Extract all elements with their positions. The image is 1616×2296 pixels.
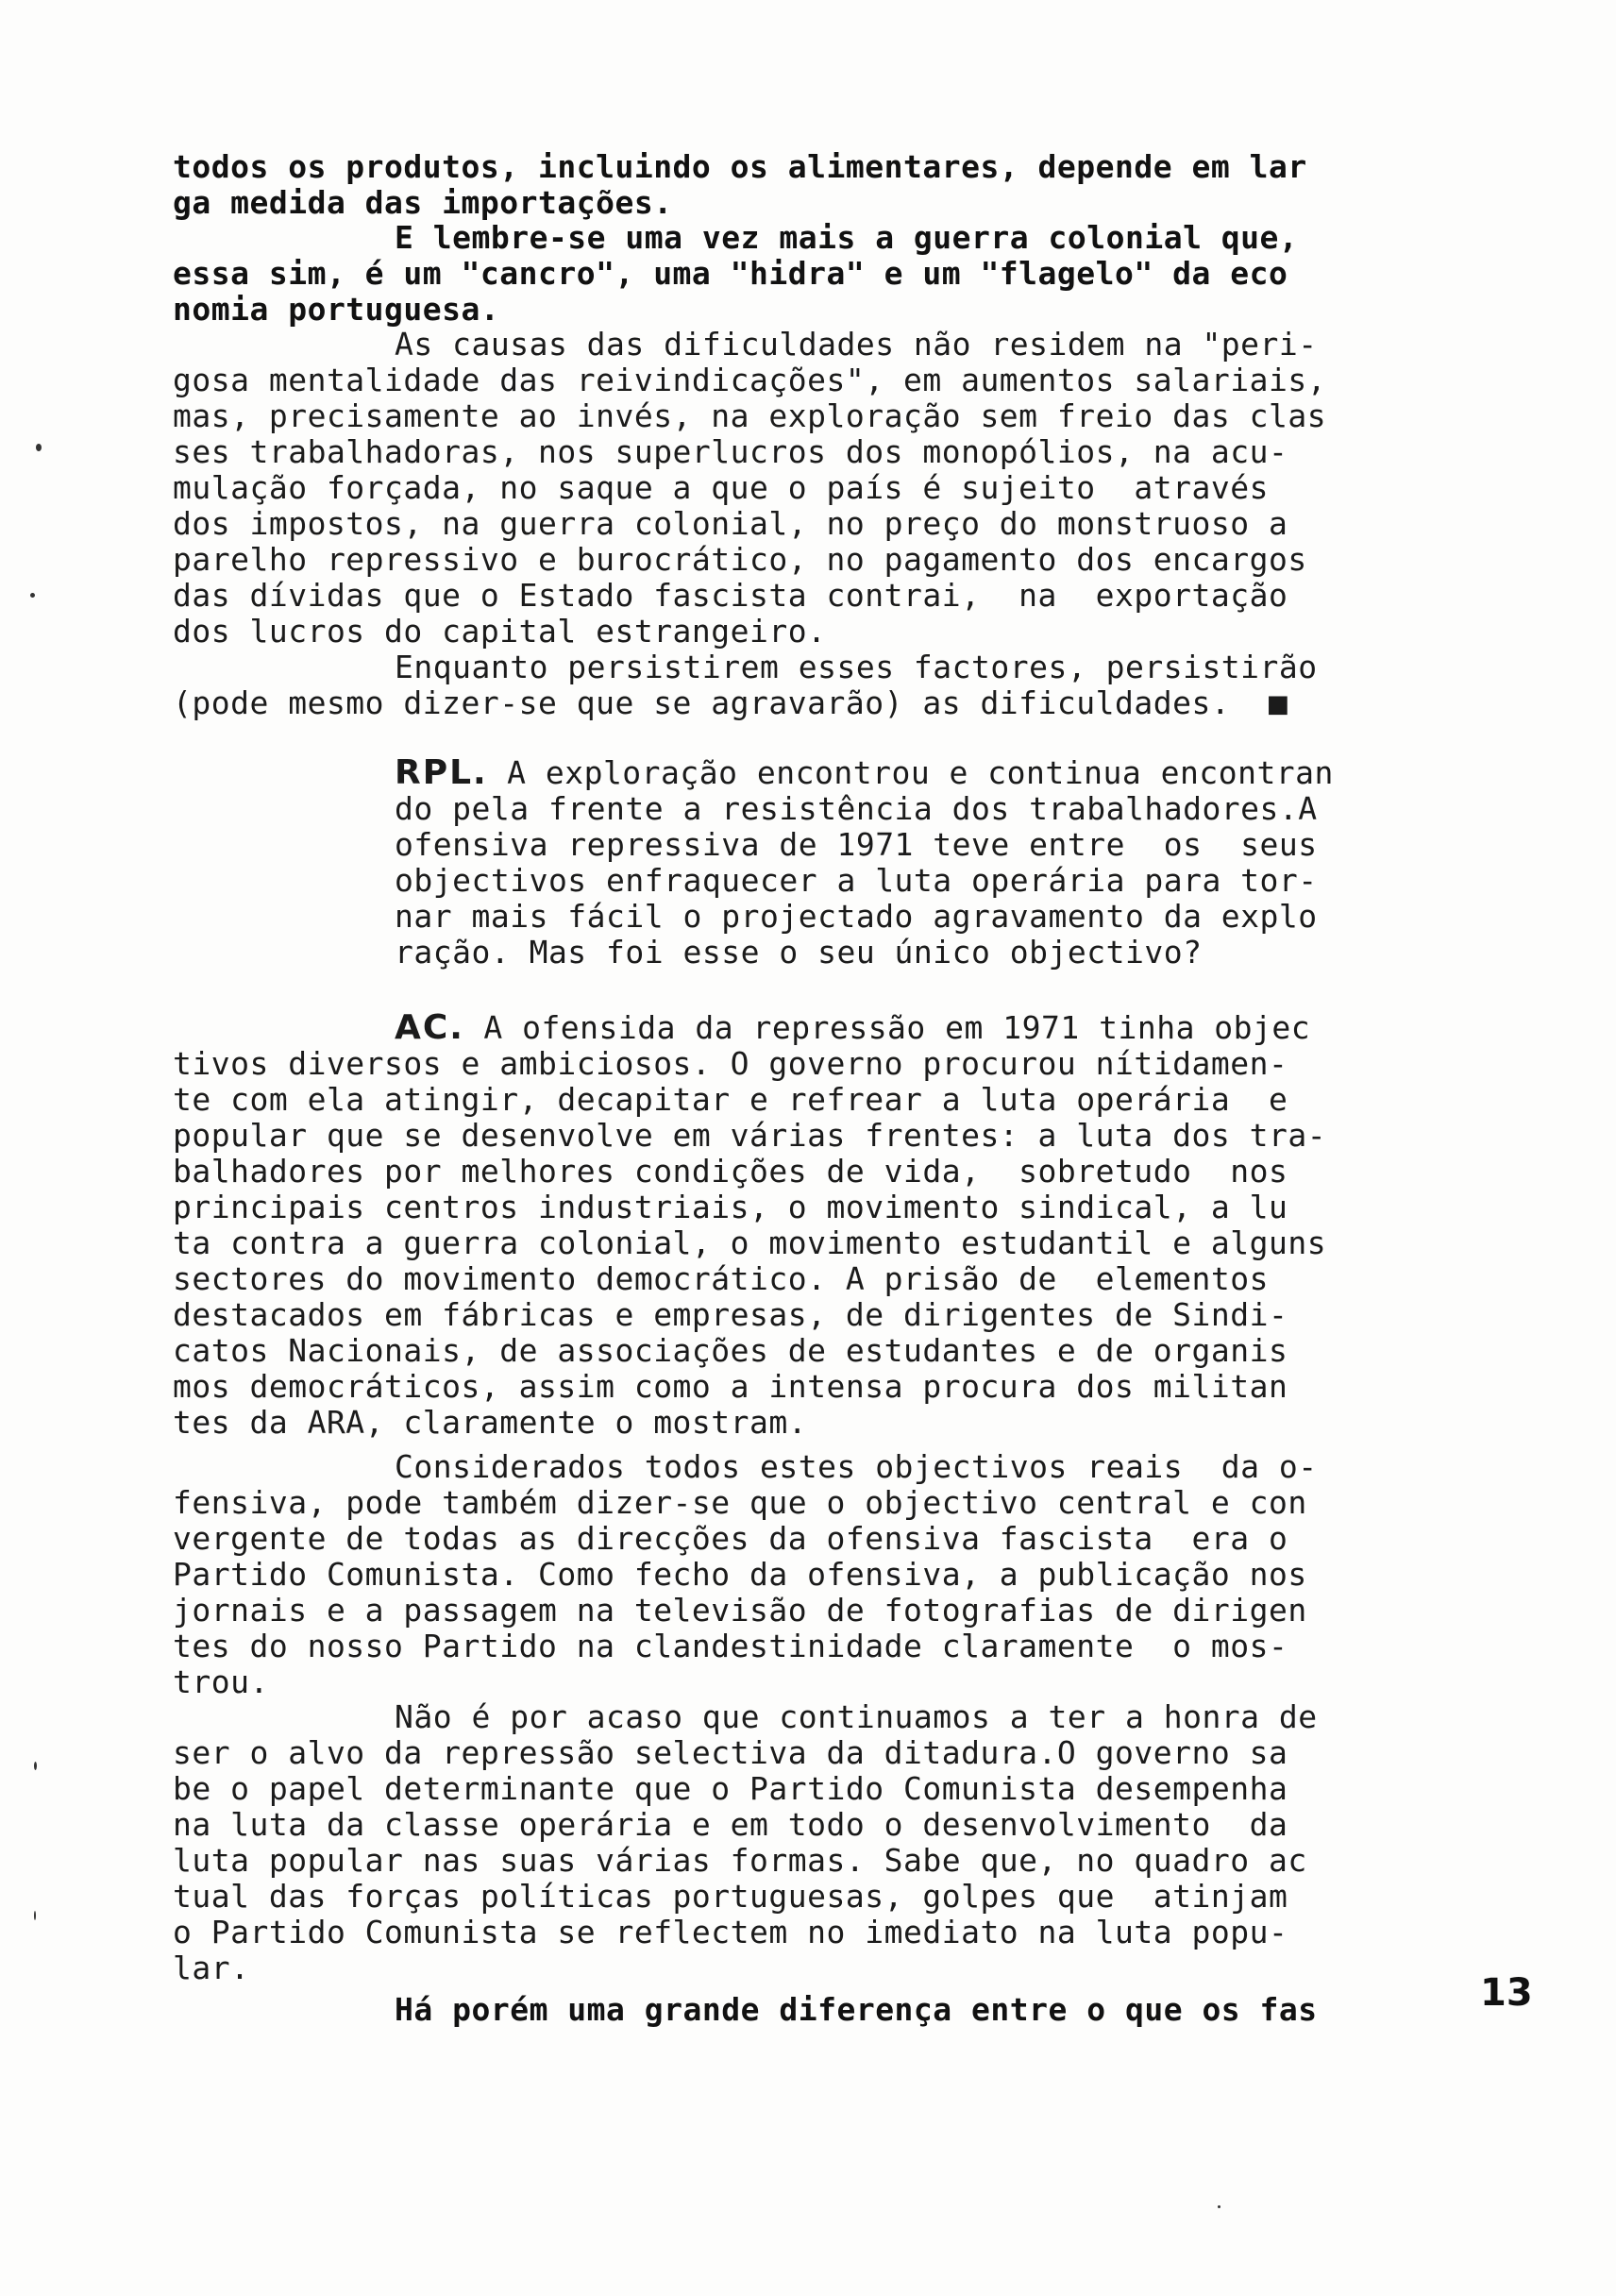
paragraph-5-line-1: Considerados todos estes objectivos reais da o-	[395, 1448, 1318, 1485]
ac-line-7: ta contra a guerra colonial, o movimento estudantil e alguns	[173, 1224, 1327, 1261]
paragraph-6-line-2: ser o alvo da repressão selectiva da ditadura.O governo sa	[173, 1734, 1288, 1771]
paragraph-5-line-3: vergente de todas as direcções da ofensiva fascista era o	[173, 1520, 1288, 1557]
ac-line-6: principais centros industriais, o movimento sindical, a lu	[173, 1189, 1288, 1225]
paragraph-3-line-4: ses trabalhadoras, nos superlucros dos monopólios, na acu-	[173, 433, 1288, 470]
paragraph-4-line-2: (pode mesmo dizer-se que se agravarão) as dificuldades. ■	[173, 684, 1288, 721]
page-number: 13	[1480, 1971, 1533, 2015]
paragraph-3-line-6: dos impostos, na guerra colonial, no preço do monstruoso a	[173, 505, 1288, 542]
paragraph-6-line-8: lar.	[173, 1950, 250, 1986]
paragraph-4-line-1: Enquanto persistirem esses factores, persistirão	[395, 649, 1318, 685]
paragraph-6-line-6: tual das forças políticas portuguesas, golpes que atinjam	[173, 1878, 1288, 1915]
paragraph-1-line-2: ga medida das importações.	[173, 184, 673, 221]
paragraph-1-line-1: todos os produtos, incluindo os alimentares, depende em lar	[173, 148, 1307, 185]
paragraph-6-line-4: na luta da classe operária e em todo o desenvolvimento da	[173, 1806, 1288, 1843]
paragraph-5-line-7: trou.	[173, 1663, 269, 1700]
ac-line-2: tivos diversos e ambiciosos. O governo procurou nítidamen-	[173, 1045, 1288, 1082]
ac-line-10: catos Nacionais, de associações de estudantes e de organis	[173, 1332, 1288, 1369]
paragraph-6-line-7: o Partido Comunista se reflectem no imediato na luta popu-	[173, 1914, 1288, 1950]
paragraph-2-line-3: nomia portuguesa.	[173, 291, 500, 328]
paragraph-6-line-1: Não é por acaso que continuamos a ter a honra de	[395, 1698, 1318, 1735]
paragraph-3-line-9: dos lucros do capital estrangeiro.	[173, 613, 827, 650]
rpl-label: RPL.	[395, 753, 488, 792]
paragraph-3-line-3: mas, precisamente ao invés, na exploração sem freio das clas	[173, 397, 1327, 434]
paragraph-7-line-1: Há porém uma grande diferença entre o que os fas	[395, 1991, 1318, 2028]
rpl-line-1	[395, 755, 1334, 791]
scan-speck	[34, 1911, 36, 1920]
rpl-line-5: nar mais fácil o projectado agravamento da explo	[395, 898, 1318, 935]
ac-line-9: destacados em fábricas e empresas, de dirigentes de Sindi-	[173, 1296, 1288, 1333]
paragraph-3-line-5: mulação forçada, no saque a que o país é sujeito através	[173, 469, 1269, 506]
rpl-line-3: ofensiva repressiva de 1971 teve entre os seus	[395, 826, 1318, 863]
paragraph-3-line-1: As causas das dificuldades não residem na "peri-	[395, 326, 1318, 363]
ac-label: AC.	[395, 1008, 464, 1047]
ac-line-5: balhadores por melhores condições de vida, sobretudo nos	[173, 1153, 1288, 1190]
rpl-line-4: objectivos enfraquecer a luta operária para tor-	[395, 862, 1318, 899]
ac-first-text: A ofensida da repressão em 1971 tinha objec	[463, 1009, 1311, 1046]
paragraph-2-line-2: essa sim, é um "cancro", uma "hidra" e um "flagelo" da eco	[173, 255, 1288, 292]
rpl-first-text: A exploração encontrou e continua encontran	[487, 754, 1334, 791]
paragraph-5-line-4: Partido Comunista. Como fecho da ofensiva, a publicação nos	[173, 1556, 1307, 1593]
paragraph-3-line-7: parelho repressivo e burocrático, no pagamento dos encargos	[173, 541, 1307, 578]
paragraph-5-line-6: tes do nosso Partido na clandestinidade claramente o mos-	[173, 1628, 1288, 1664]
paragraph-3-line-8: das dívidas que o Estado fascista contrai, na exportação	[173, 577, 1288, 614]
paragraph-5-line-2: fensiva, pode também dizer-se que o objectivo central e con	[173, 1484, 1307, 1521]
scan-speck	[36, 444, 42, 451]
paragraph-2-line-1: E lembre-se uma vez mais a guerra colonial que,	[395, 219, 1299, 256]
scan-speck	[30, 593, 35, 598]
ac-line-12: tes da ARA, claramente o mostram.	[173, 1404, 808, 1441]
scan-speck	[1218, 2205, 1220, 2208]
paragraph-6-line-3: be o papel determinante que o Partido Comunista desempenha	[173, 1770, 1288, 1807]
ac-line-4: popular que se desenvolve em várias frentes: a luta dos tra-	[173, 1117, 1327, 1154]
rpl-line-2: do pela frente a resistência dos trabalhadores.A	[395, 790, 1318, 827]
scan-speck	[34, 1762, 37, 1770]
paragraph-3-line-2: gosa mentalidade das reivindicações", em aumentos salariais,	[173, 362, 1327, 398]
paragraph-6-line-5: luta popular nas suas várias formas. Sabe que, no quadro ac	[173, 1842, 1307, 1879]
rpl-line-6: ração. Mas foi esse o seu único objectivo?	[395, 934, 1203, 971]
ac-line-8: sectores do movimento democrático. A prisão de elementos	[173, 1260, 1269, 1297]
ac-line-3: te com ela atingir, decapitar e refrear a luta operária e	[173, 1081, 1288, 1118]
ac-line-1	[395, 1010, 1310, 1046]
paragraph-5-line-5: jornais e a passagem na televisão de fotografias de dirigen	[173, 1592, 1307, 1629]
ac-line-11: mos democráticos, assim como a intensa procura dos militan	[173, 1368, 1288, 1405]
